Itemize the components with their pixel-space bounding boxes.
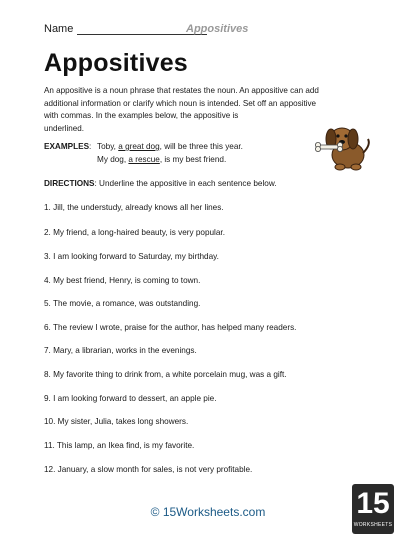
question-item: 1. Jill, the understudy, already knows all her lines. (44, 203, 224, 212)
question-item: 7. Mary, a librarian, works in the evenings. (44, 346, 197, 355)
question-item: 6. The review I wrote, praise for the author, has helped many readers. (44, 323, 297, 332)
footer-link[interactable]: © 15Worksheets.com (150, 505, 266, 519)
question-item: 2. My friend, a long-haired beauty, is very popular. (44, 228, 225, 237)
intro-line: underlined. (44, 123, 85, 133)
dog-with-bone-illustration (312, 117, 374, 173)
question-item: 12. January, a slow month for sales, is not very profitable. (44, 465, 253, 474)
example-appositive: a rescue (128, 154, 160, 164)
example-row (44, 154, 243, 167)
example-text: , is my best friend. (159, 154, 227, 164)
question-item: 4. My best friend, Henry, is coming to town. (44, 276, 201, 285)
question-item: 9. I am looking forward to dessert, an apple pie. (44, 394, 217, 403)
logo-text: WORKSHEETS (353, 522, 393, 528)
example-text: My dog, (97, 154, 129, 164)
page-title: Appositives (44, 49, 188, 77)
question-item: 10. My sister, Julia, takes long showers. (44, 417, 189, 426)
directions-label: DIRECTIONS (44, 179, 95, 188)
logo-number: 15 (356, 487, 390, 520)
example-text: , will be three this year. (159, 142, 243, 151)
intro-line: additional information or clarify which noun is intended. Set off an appositive (44, 98, 317, 108)
examples-block (44, 141, 243, 166)
example-text: Toby, (97, 142, 119, 151)
question-item: 5. The movie, a romance, was outstanding. (44, 299, 201, 308)
15worksheets-logo (352, 484, 394, 534)
name-field (44, 23, 207, 35)
question-item: 8. My favorite thing to drink from, a white porcelain mug, was a gift. (44, 370, 287, 379)
directions (44, 179, 277, 188)
intro-line: An appositive is a noun phrase that restates the noun. An appositive can add (44, 86, 319, 95)
example-appositive: a great dog (118, 142, 160, 151)
examples-label: EXAMPLES (44, 142, 90, 151)
directions-text: : Underline the appositive in each sentence below. (94, 179, 277, 188)
sheet-topic-tag: Appositives (186, 23, 249, 35)
name-label: Name (44, 23, 74, 35)
example-row: EXAMPLES: Toby, a great dog, will be three this year. (44, 142, 243, 151)
question-item: 11. This lamp, an Ikea find, is my favorite. (44, 441, 195, 450)
intro-line: with commas. In the examples below, the appositive is (44, 111, 239, 121)
question-item: 3. I am looking forward to Saturday, my birthday. (44, 252, 219, 261)
